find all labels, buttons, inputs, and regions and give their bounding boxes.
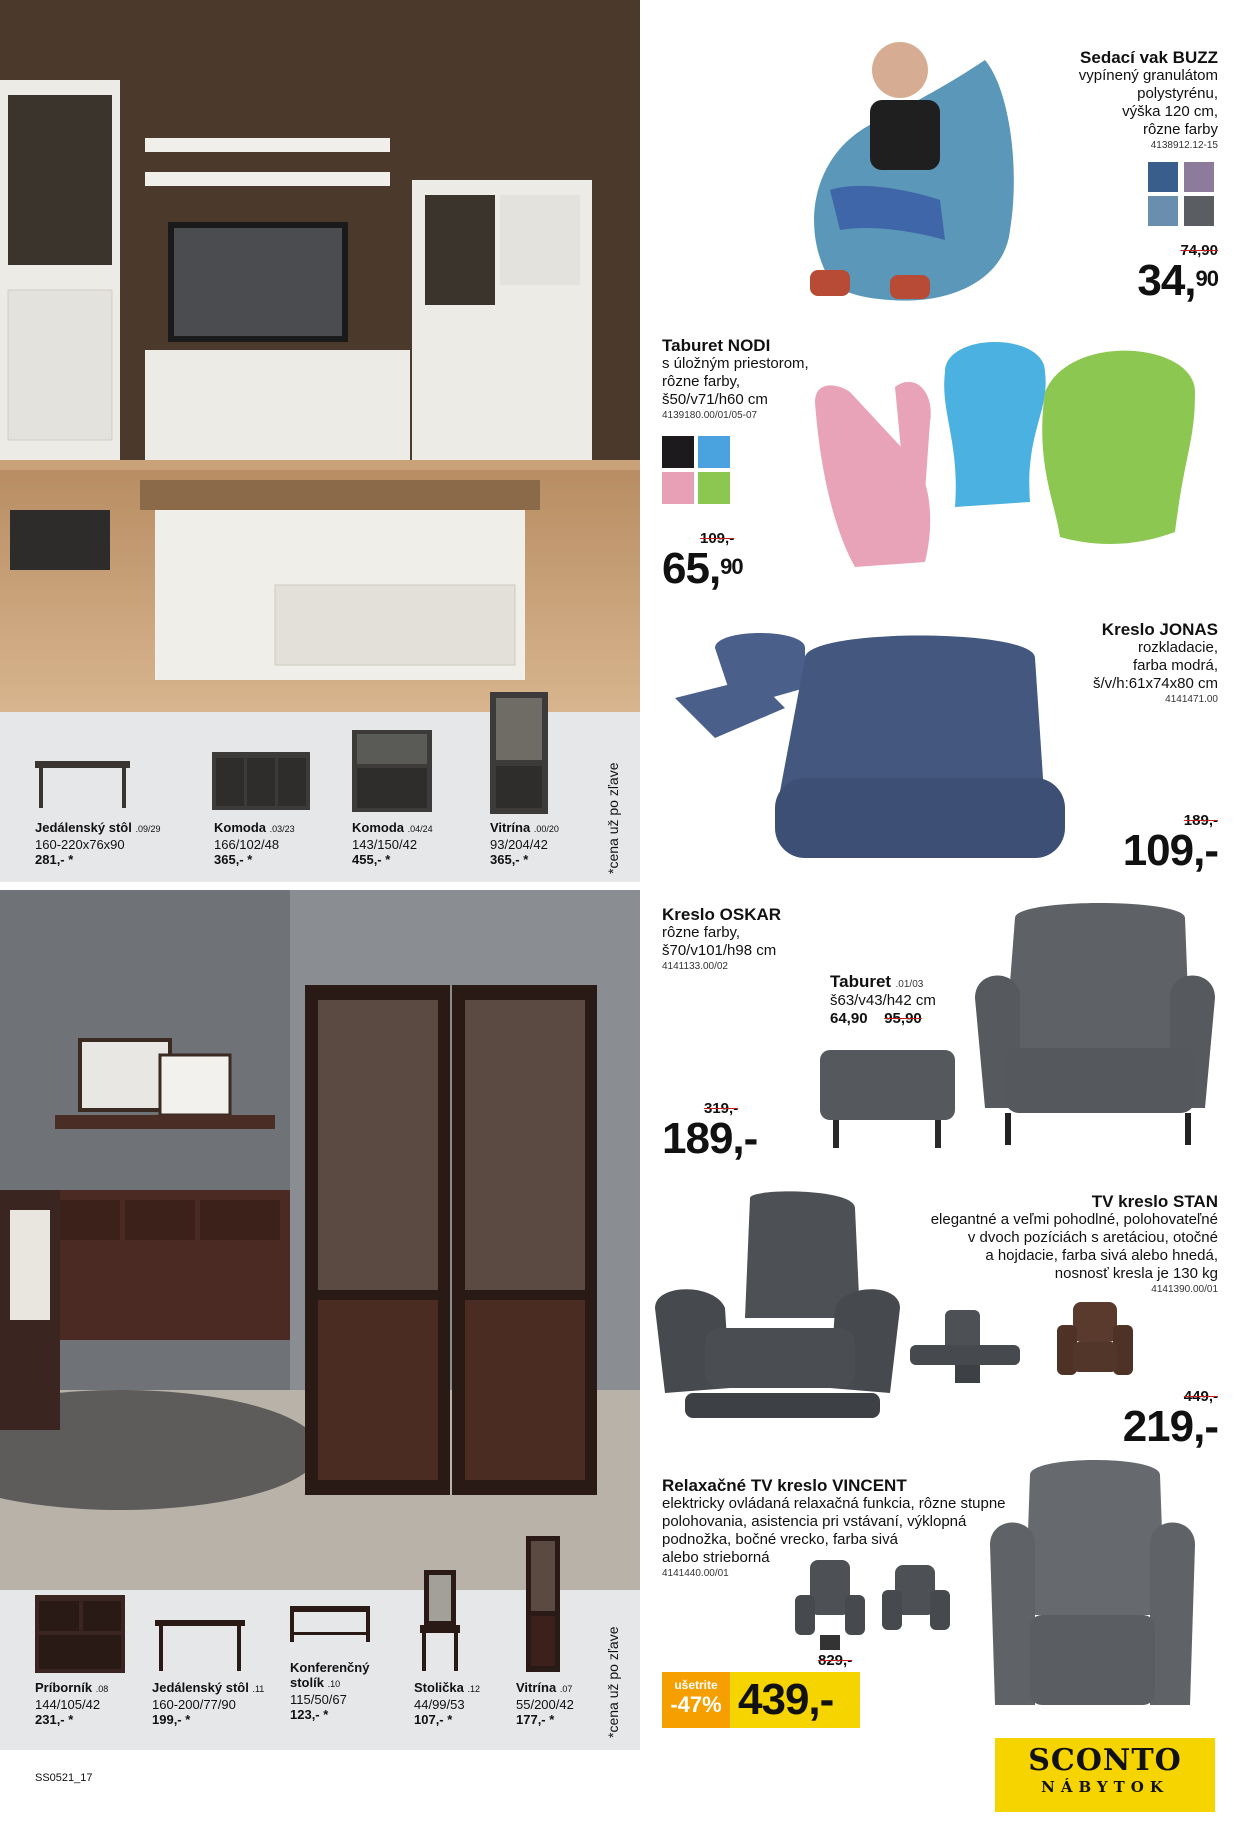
nodi-swatch-3 <box>698 472 730 504</box>
collection2-item-2 <box>290 1660 380 1722</box>
collection1-item-1 <box>214 820 295 867</box>
nodi-swatch-0 <box>662 436 694 468</box>
stan-code: 4141390.00/01 <box>1151 1284 1218 1295</box>
vincent-chair-image <box>990 1455 1195 1720</box>
collection2-item-1 <box>152 1680 264 1727</box>
vincent-save-badge <box>662 1672 730 1728</box>
vincent-code: 4141440.00/01 <box>662 1568 729 1579</box>
oskar-old-price: 319,- <box>704 1100 739 1117</box>
item-code: .04/24 <box>407 824 433 834</box>
dresser-thumb-2 <box>352 730 432 812</box>
item-code: .00/20 <box>533 824 559 834</box>
nodi-price-cents: 90 <box>720 554 743 579</box>
stan-prices <box>1038 1388 1218 1449</box>
vitrine-thumb-2 <box>526 1536 560 1672</box>
nodi-swatch-2 <box>662 472 694 504</box>
buzz-price-main: 34, <box>1137 256 1196 305</box>
stan-old-price: 449,- <box>1183 1388 1218 1405</box>
taburet-title: Taburet <box>830 972 892 991</box>
jonas-desc-2: š/v/h:61x74x80 cm <box>1092 675 1218 692</box>
item-dims: 160-220x76x90 <box>35 837 125 852</box>
oskar-desc-1: š70/v101/h98 cm <box>662 942 777 959</box>
item-dims: 166/102/48 <box>214 837 280 852</box>
oskar-title: Kreslo OSKAR <box>662 905 782 924</box>
vincent-small-images <box>790 1555 960 1655</box>
jonas-prices <box>1038 812 1218 873</box>
item-code: .09/29 <box>135 824 161 834</box>
buzz-desc-3: rôzne farby <box>1142 121 1218 138</box>
collection1-note: *cena už po zľave <box>605 762 621 874</box>
sconto-logo <box>995 1738 1215 1812</box>
buzz-prices <box>1038 242 1218 303</box>
item-dims: 115/50/67 <box>290 1692 347 1707</box>
item-dims: 144/105/42 <box>35 1697 101 1712</box>
item-code: .03/23 <box>269 824 295 834</box>
item-dims: 93/204/42 <box>490 837 548 852</box>
item-code: .12 <box>467 1684 480 1694</box>
item-code: .11 <box>252 1684 265 1694</box>
jonas-title: Kreslo JONAS <box>1101 620 1218 639</box>
stan-small-brown-image <box>1055 1300 1135 1385</box>
vincent-old-price: 829,- <box>818 1652 853 1669</box>
buzz-price <box>1038 256 1218 305</box>
vincent-desc-2: podnožka, bočné vrecko, farba sivá <box>662 1531 898 1548</box>
dining-table-thumb-2 <box>155 1618 245 1673</box>
buzz-info <box>958 48 1218 153</box>
buzz-desc-2: výška 120 cm, <box>1122 103 1218 120</box>
chair-thumb <box>420 1570 460 1672</box>
nodi-swatch-1 <box>698 436 730 468</box>
item-dims: 160-200/77/90 <box>152 1697 236 1712</box>
oskar-code: 4141133.00/02 <box>662 961 728 972</box>
stan-price: 219,- <box>1122 1402 1218 1451</box>
nodi-desc-2: š50/v71/h60 cm <box>662 391 768 408</box>
item-price: 123,- * <box>290 1707 329 1722</box>
item-price: 177,- * <box>516 1712 555 1727</box>
oskar-desc-0: rôzne farby, <box>662 924 741 941</box>
stan-chair-image <box>655 1188 905 1438</box>
item-name: Komoda <box>214 820 266 835</box>
stan-desc-2: a hojdacie, farba sivá alebo hnedá, <box>985 1247 1218 1264</box>
item-price: 107,- * <box>414 1712 453 1727</box>
item-dims: 55/200/42 <box>516 1697 574 1712</box>
nodi-desc-0: s úložným priestorom, <box>662 355 809 372</box>
sideboard-thumb <box>35 1595 125 1673</box>
collection2-item-3 <box>414 1680 480 1727</box>
oskar-prices <box>662 1100 822 1161</box>
jonas-chair-image <box>655 628 1065 878</box>
vincent-price-box <box>730 1672 860 1728</box>
taburet-new-price: 64,90 <box>830 1010 868 1027</box>
vincent-desc-0: elektricky ovládaná relaxačná funkcia, rôzne stupne <box>662 1495 1006 1512</box>
logo-brand-bottom: NÁBYTOK <box>1041 1778 1169 1796</box>
nodi-old-price: 109,- <box>700 530 735 547</box>
nodi-price-main: 65, <box>662 544 721 593</box>
vincent-desc-1: polohovania, asistencia pri vstávaní, výklopná <box>662 1513 967 1530</box>
taburet-old-price: 95,90 <box>884 1010 922 1027</box>
collection1-item-3 <box>490 820 559 867</box>
item-dims: 44/99/53 <box>414 1697 465 1712</box>
item-dims: 143/150/42 <box>352 837 418 852</box>
buzz-code: 4138912.12-15 <box>1150 140 1218 151</box>
buzz-swatch-3 <box>1184 196 1214 226</box>
oskar-taburet-image <box>815 1045 960 1150</box>
page-code: SS0521_17 <box>35 1772 93 1784</box>
nodi-desc-1: rôzne farby, <box>662 373 741 390</box>
vincent-save-label: ušetrite <box>674 1678 718 1692</box>
item-price: 281,- * <box>35 852 74 867</box>
coffee-table-thumb <box>290 1606 370 1642</box>
buzz-swatch-2 <box>1148 196 1178 226</box>
collection2-item-4 <box>516 1680 574 1727</box>
item-price: 455,- * <box>352 852 391 867</box>
oskar-taburet-info <box>830 972 970 1028</box>
vincent-title: Relaxačné TV kreslo VINCENT <box>662 1476 907 1495</box>
item-name: Jedálenský stôl <box>152 1680 249 1695</box>
nodi-code: 4139180.00/01/05-07 <box>662 410 758 421</box>
item-name: Komoda <box>352 820 404 835</box>
item-price: 365,- * <box>214 852 253 867</box>
dining-room-photo <box>0 890 640 1590</box>
stan-title: TV kreslo STAN <box>1091 1192 1218 1211</box>
dresser-thumb-1 <box>212 752 310 812</box>
nodi-title: Taburet NODI <box>662 336 771 355</box>
jonas-old-price: 189,- <box>1183 812 1218 829</box>
stan-desc-0: elegantné a veľmi pohodlné, polohovateľné <box>930 1211 1218 1228</box>
buzz-old-price: 74,90 <box>1180 242 1218 259</box>
collection1-item-0 <box>35 820 160 867</box>
jonas-price: 109,- <box>1122 826 1218 875</box>
vincent-desc-3: alebo strieborná <box>662 1549 770 1566</box>
taburet-dims: š63/v43/h42 cm <box>830 992 936 1009</box>
stan-desc-1: v dvoch pozíciách s aretáciou, otočné <box>967 1229 1218 1246</box>
vincent-price: 439,- <box>738 1675 834 1724</box>
stan-desc-3: nosnosť kresla je 130 kg <box>1054 1265 1218 1282</box>
item-name: Jedálenský stôl <box>35 820 132 835</box>
item-code: .07 <box>559 1684 573 1694</box>
item-name: Vitrína <box>516 1680 557 1695</box>
vincent-old-price-wrap <box>818 1652 852 1670</box>
jonas-desc-0: rozkladacie, <box>1137 639 1218 656</box>
buzz-desc-1: polystyrénu, <box>1137 85 1218 102</box>
item-code: .08 <box>95 1684 109 1694</box>
item-code: .10 <box>327 1679 341 1689</box>
dining-table-thumb <box>35 757 130 812</box>
dining-room-illustration <box>0 890 640 1590</box>
buzz-title: Sedací vak BUZZ <box>1080 48 1218 67</box>
collection2-item-0 <box>35 1680 108 1727</box>
living-room-illustration <box>0 0 640 712</box>
item-price: 231,- * <box>35 1712 74 1727</box>
taburet-code: .01/03 <box>895 979 924 990</box>
buzz-swatch-0 <box>1148 162 1178 192</box>
buzz-desc-0: vypínený granulátom <box>1078 67 1218 84</box>
item-name: Stolička <box>414 1680 464 1695</box>
buzz-swatch-1 <box>1184 162 1214 192</box>
item-name: Vitrína <box>490 820 531 835</box>
item-price: 199,- * <box>152 1712 191 1727</box>
logo-brand-top: SCONTO <box>1028 1743 1182 1778</box>
vitrine-thumb-1 <box>490 692 548 814</box>
nodi-stools-image <box>795 332 1215 602</box>
item-name: Príborník <box>35 1680 93 1695</box>
vincent-save-pct: -47% <box>670 1692 722 1717</box>
item-name: Konferenčný stolík <box>290 1660 370 1690</box>
living-room-photo <box>0 0 640 712</box>
item-price: 365,- * <box>490 852 529 867</box>
oskar-info <box>662 905 882 974</box>
collection2-note: *cena už po zľave <box>605 1626 621 1738</box>
jonas-desc-1: farba modrá, <box>1132 657 1218 674</box>
oskar-price: 189,- <box>662 1114 758 1163</box>
oskar-chair-image <box>975 898 1215 1148</box>
stan-small-grey-image <box>905 1305 1035 1385</box>
collection1-item-2 <box>352 820 433 867</box>
jonas-code: 4141471.00 <box>1165 694 1218 705</box>
buzz-price-cents: 90 <box>1195 266 1218 291</box>
